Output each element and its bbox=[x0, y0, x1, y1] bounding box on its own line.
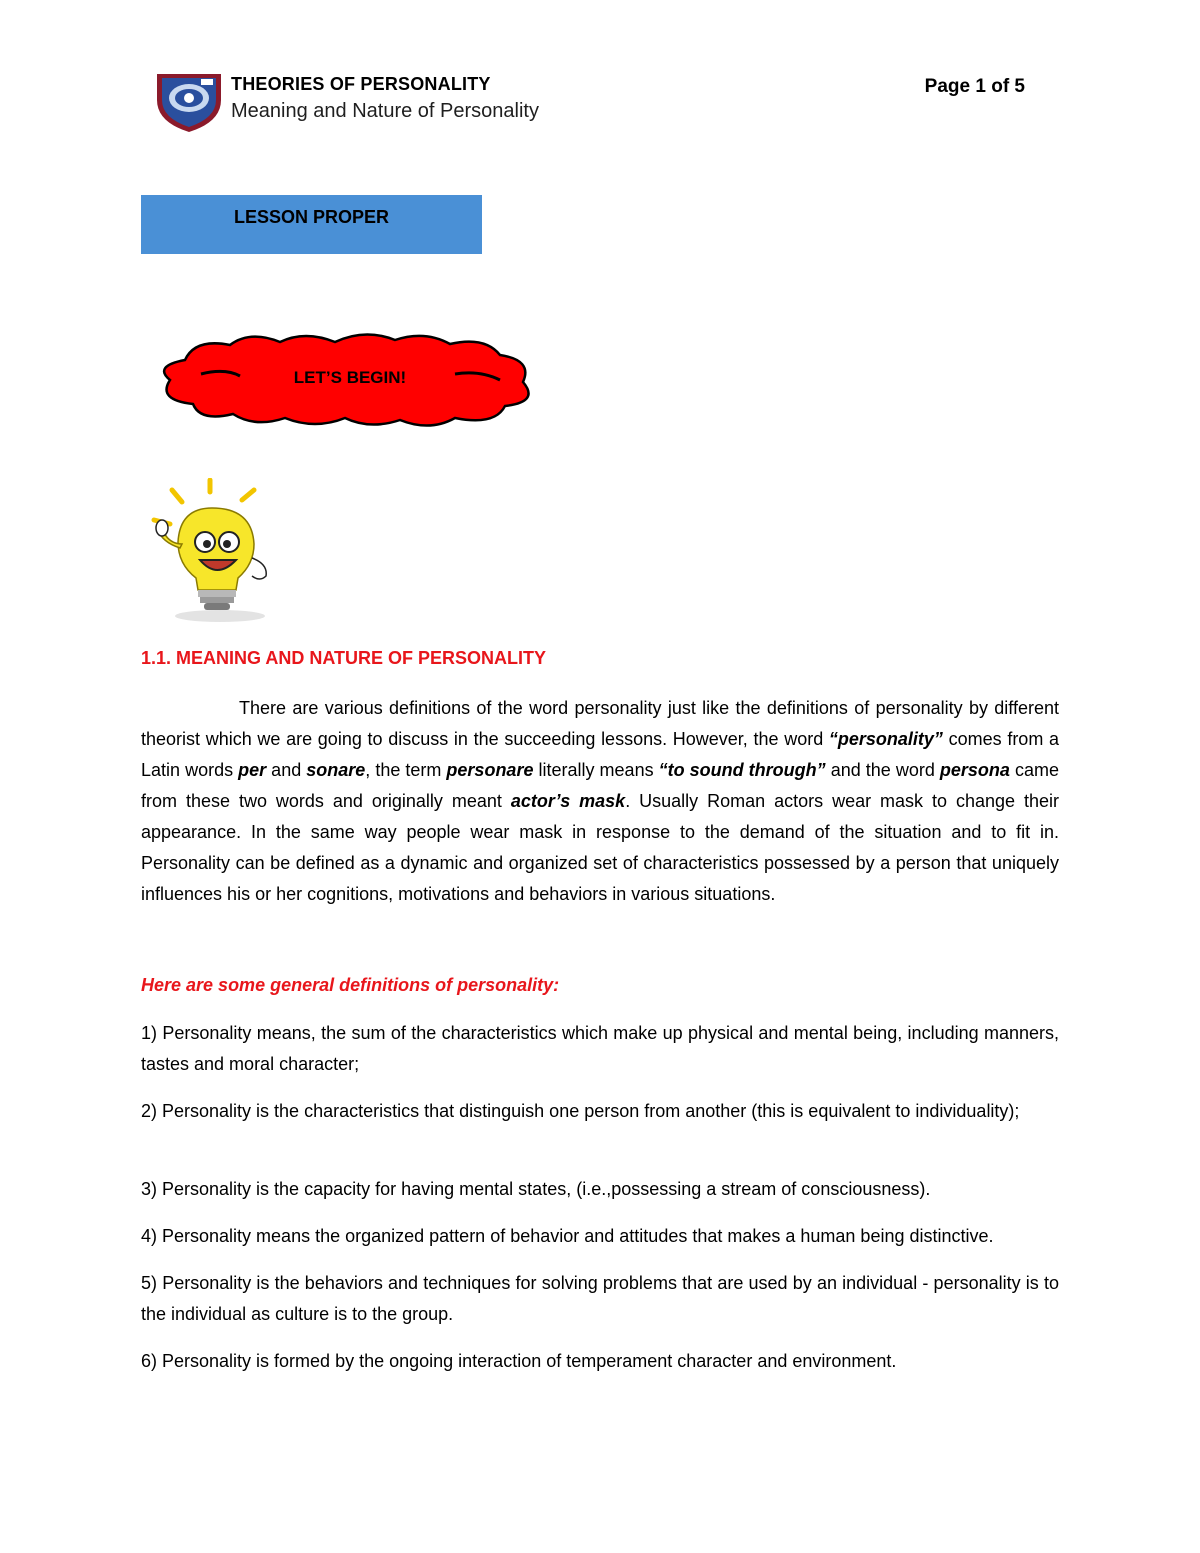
term-to-sound-through: “to sound through” bbox=[658, 760, 826, 780]
school-shield-logo-icon bbox=[155, 70, 223, 134]
document-subtitle: Meaning and Nature of Personality bbox=[231, 100, 539, 122]
definition-item: 2) Personality is the characteristics that distinguish one person from another (this is equivalent to individuality); bbox=[141, 1101, 1020, 1121]
cartoon-lightbulb-icon bbox=[140, 478, 285, 623]
term-personality: “personality” bbox=[828, 729, 943, 749]
term-per: per bbox=[238, 760, 267, 780]
definition-item: 6) Personality is formed by the ongoing interaction of temperament character and environment. bbox=[141, 1351, 897, 1371]
intro-paragraph: There are various definitions of the word personality just like the definitions of personality by different theorist which we are going to discuss in the succeeding lessons. However, the word “personality” comes from a Latin words per and sonare, the term personare literally means “to sound through” and the word persona came from these two words and originally meant actor’s mask. Usually Roman actors wear mask to change their appearance. In the same way people wear mask in response to the demand of the situation and to fit in. Personality can be defined as a dynamic and organized set of characteristics possessed by a person that uniquely influences his or her cognitions, motivations and behaviors in various situations. bbox=[141, 698, 1060, 904]
definition-item: 1) Personality means, the sum of the characteristics which make up physical and mental being, including manners, tastes and moral character; bbox=[141, 1023, 1059, 1074]
term-sonare: sonare bbox=[306, 760, 366, 780]
definition-item: 4) Personality means the organized pattern of behavior and attitudes that makes a human being distinctive. bbox=[141, 1226, 994, 1246]
page-header bbox=[155, 70, 1025, 140]
document-title: THEORIES OF PERSONALITY bbox=[231, 74, 491, 94]
term-persona: persona bbox=[939, 760, 1010, 780]
lets-begin-label: LET’S BEGIN! bbox=[293, 368, 407, 387]
lets-begin-cloud bbox=[155, 330, 535, 430]
term-personare: personare bbox=[446, 760, 534, 780]
definitions-heading: Here are some general definitions of personality: bbox=[141, 975, 560, 995]
lesson-proper-banner bbox=[141, 195, 482, 254]
section-heading: 1.1. MEANING AND NATURE OF PERSONALITY bbox=[141, 648, 547, 668]
lesson-proper-label: LESSON PROPER bbox=[233, 207, 390, 227]
page-number: Page 1 of 5 bbox=[924, 76, 1025, 97]
term-actors-mask: actor’s mask bbox=[510, 791, 626, 811]
definition-item: 5) Personality is the behaviors and techniques for solving problems that are used by an individual - personality is to the individual as culture is to the group. bbox=[141, 1273, 1059, 1324]
definition-item: 3) Personality is the capacity for having mental states, (i.e.,possessing a stream of consciousness). bbox=[141, 1179, 931, 1199]
